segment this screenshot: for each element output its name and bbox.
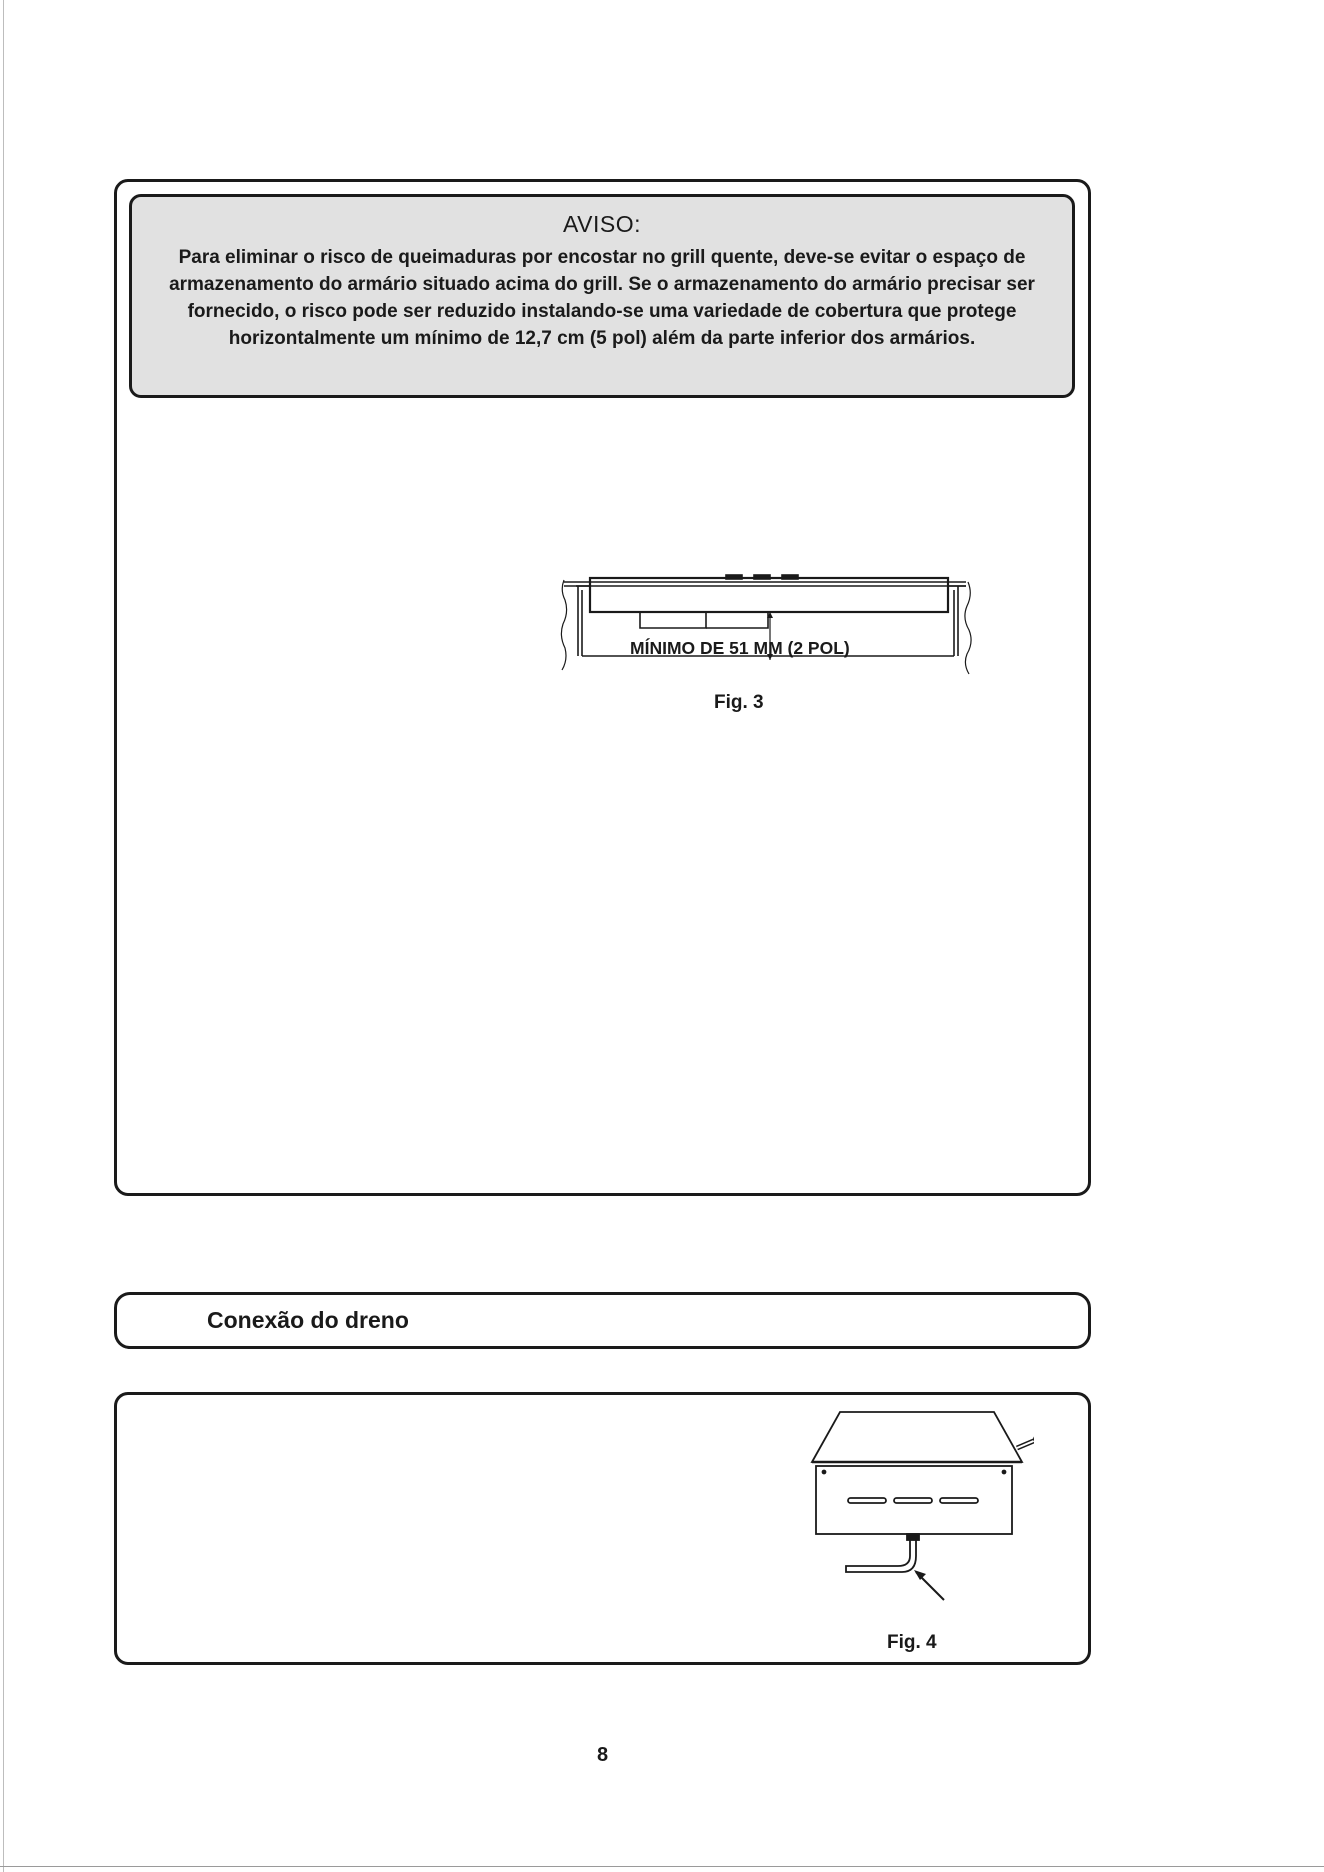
figure-3-cutout-diagram [556,570,980,680]
warning-text: Para eliminar o risco de queimaduras por encostar no grill quente, deve-se evitar o espaço de armazenamento do armário situado acima do grill. Se o armazenamento do armário precisar ser fornecido, o risco pode ser reduzido instalando-se uma variedade de cobertura que protege horizontalmente um mínimo de 12,7 cm (5 pol) além da parte inferior dos armários. [169,247,1035,349]
warning-title: AVISO: [563,211,641,237]
section-header [114,1292,1091,1349]
bottom-margin-line [0,1866,1324,1867]
left-margin-line [3,0,4,1872]
figure-3-caption: Fig. 3 [714,692,764,713]
figure-4-caption: Fig. 4 [887,1632,937,1653]
page-number: 8 [596,1744,609,1766]
figure-3-dimension-label: MÍNIMO DE 51 MM (2 POL) [630,638,850,658]
section-title: Conexão do dreno [207,1307,409,1333]
warning-box [129,194,1075,398]
figure-4-drain-diagram [804,1404,1034,1604]
